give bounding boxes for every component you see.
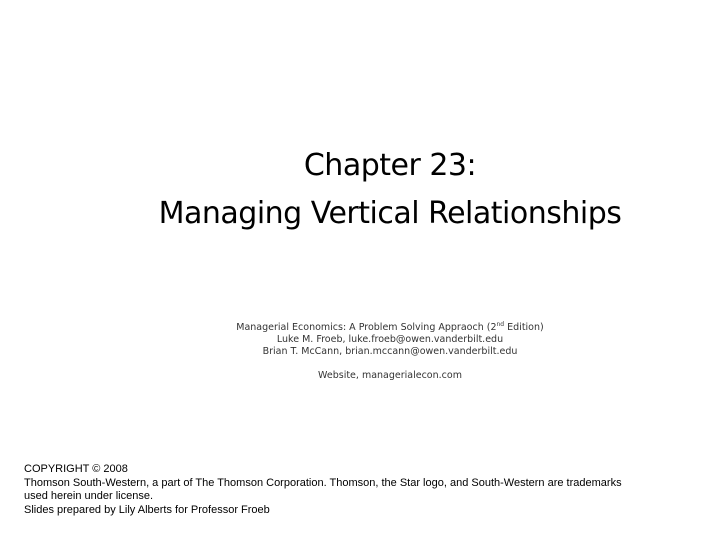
book-title: Managerial Economics: A Problem Solving Appraoch (2	[236, 322, 497, 333]
title-line-chapter: Chapter 23:	[303, 148, 477, 183]
website-line: Website, managerialecon.com	[318, 370, 462, 381]
copyright-notice	[24, 463, 704, 517]
author-mccann: Brian T. McCann, brian.mccann@owen.vanderbilt.edu	[262, 346, 518, 357]
edition-suffix: Edition)	[504, 322, 544, 333]
slide-subtitle	[120, 322, 660, 382]
book-reference	[120, 322, 660, 334]
copyright-trademarks: Thomson South-Western, a part of The Thomson Corporation. Thomson, the Star logo, and South-Western are trademarks	[24, 476, 622, 489]
copyright-year: COPYRIGHT © 2008	[24, 463, 128, 475]
author-froeb: Luke M. Froeb, luke.froeb@owen.vanderbilt.edu	[276, 334, 504, 345]
slides-credit: Slides prepared by Lily Alberts for Professor Froeb	[24, 503, 270, 516]
title-line-topic: Managing Vertical Relationships	[158, 196, 622, 231]
copyright-license: used herein under license.	[24, 490, 154, 502]
edition-superscript: nd	[496, 320, 505, 328]
slide-title	[60, 142, 720, 238]
